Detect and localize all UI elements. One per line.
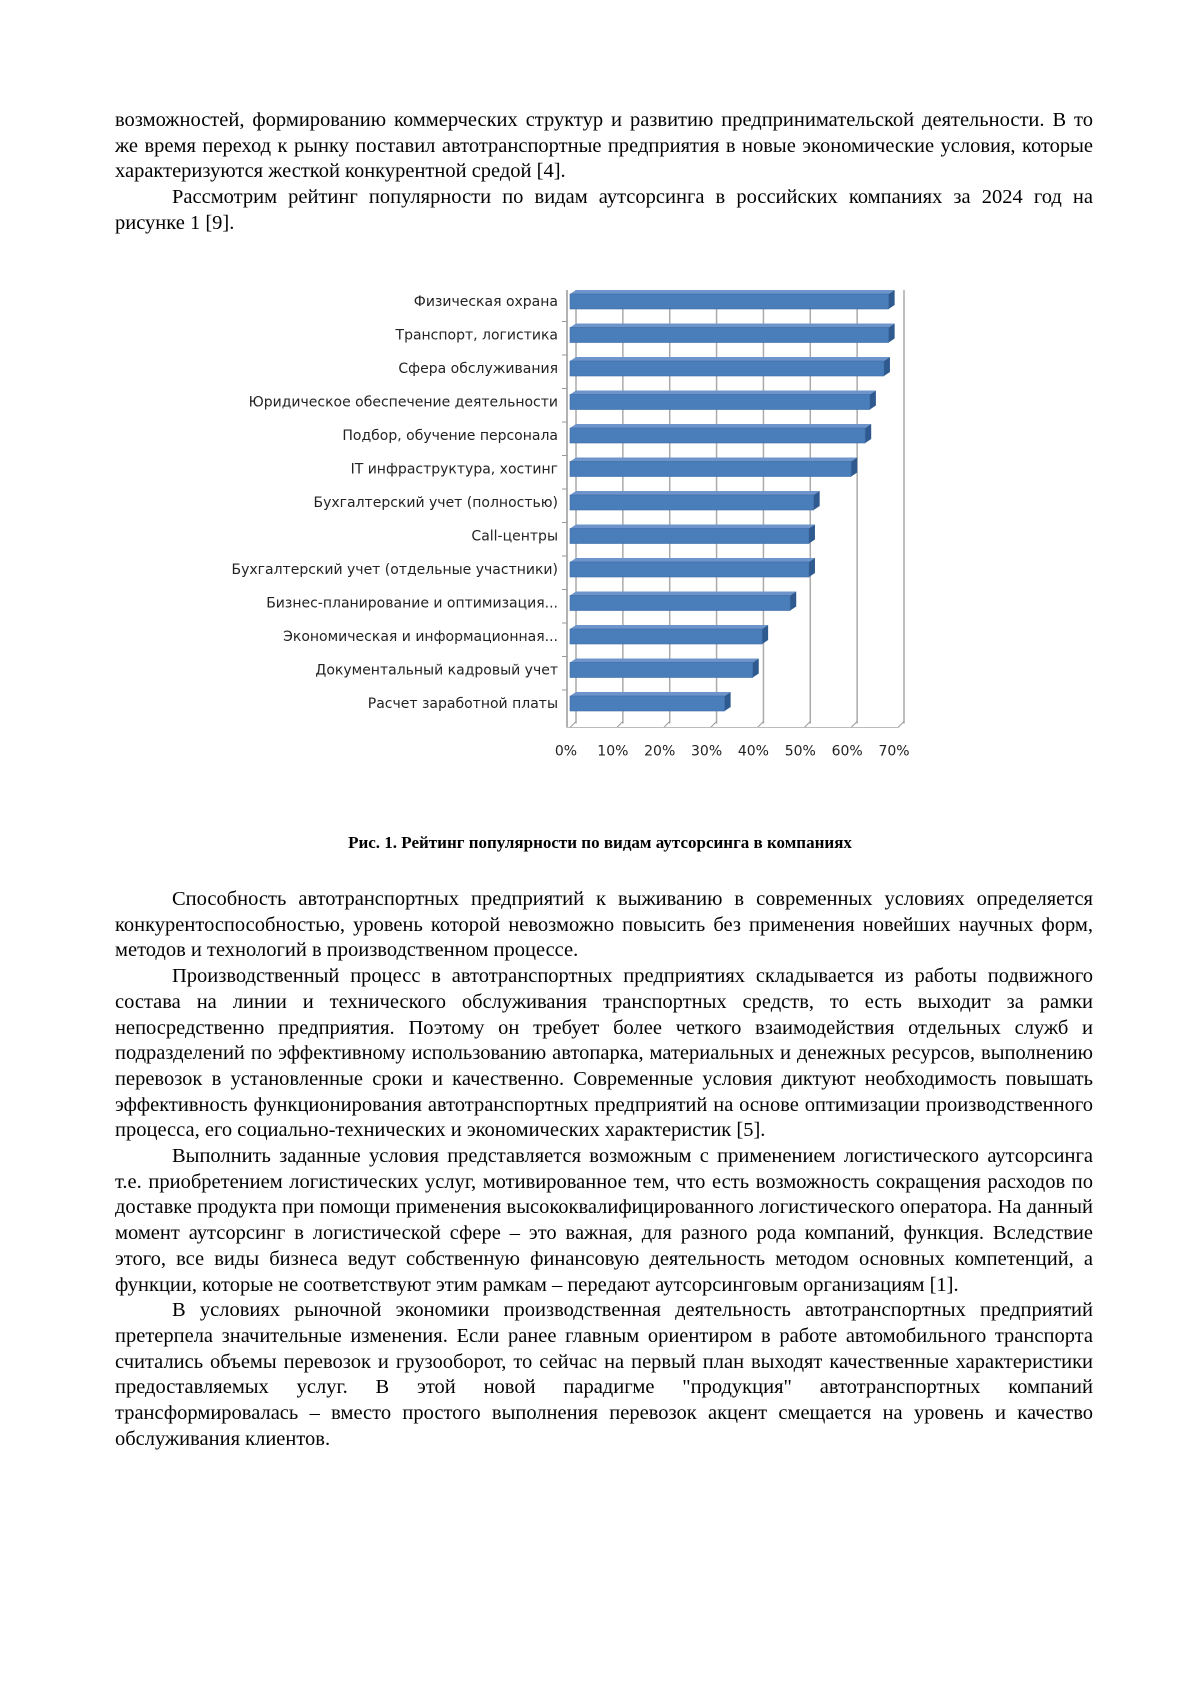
axis-tick — [617, 722, 623, 728]
category-label: Бухгалтерский учет (отдельные участники) — [232, 562, 559, 578]
text-block-bottom — [115, 887, 1093, 1452]
category-label: Бизнес-планирование и оптимизация... — [266, 596, 558, 612]
axis-tick — [757, 722, 763, 728]
axis-tick — [804, 722, 810, 728]
category-label: Бухгалтерский учет (полностью) — [314, 495, 559, 511]
axis-tick — [851, 722, 857, 728]
bar — [570, 328, 889, 343]
paragraph: Выполнить заданные условия представляется возможным с применением логистического аутсорсинга т.е. приобретением логистических услуг, мотивированное тем, что есть возможность сокращения расходов по доставке продукта при помощи применения высококвалифицированного логистического оператора. На данный момент аутсорсинг в логистической сфере – это важная, для разного рода компаний, функция. Вследствие этого, все виды бизнеса ведут собственную финансовую деятельность методом основных компетенций, а функции, которые не соответствуют этим рамкам – передают аутсорсинговым организациям [1]. — [115, 1144, 1093, 1298]
x-tick-label: 50% — [785, 744, 816, 760]
outsourcing-bar-chart — [230, 290, 930, 770]
bar-top — [570, 324, 895, 328]
x-tick-label: 40% — [738, 744, 769, 760]
category-label: IT инфраструктура, хостинг — [351, 462, 558, 478]
category-label: Документальный кадровый учет — [315, 663, 558, 679]
bar-top — [570, 692, 731, 696]
axis-tick — [664, 722, 670, 728]
bar-top — [570, 424, 871, 428]
bar-top — [570, 491, 820, 495]
bar-top — [570, 525, 815, 529]
bar — [570, 294, 889, 309]
category-label: Сфера обслуживания — [398, 361, 558, 377]
bar — [570, 629, 762, 644]
paragraph: возможностей, формированию коммерческих структур и развитию предпринимательской деятельности. В то же время переход к рынку поставил автотранспортные предприятия в новые экономические условия, которые характеризуются жесткой конкурентной средой [4]. — [115, 108, 1093, 185]
category-label: Подбор, обучение персонала — [342, 428, 558, 444]
bar-top — [570, 357, 890, 361]
axis-tick — [898, 722, 904, 728]
paragraph: В условиях рыночной экономики производственная деятельность автотранспортных предприятий претерпела значительные изменения. Если ранее главным ориентиром в работе автомобильного транспорта считались объемы перевозок и грузооборот, то сейчас на первый план выходят качественные характеристики предоставляемых услуг. В этой новой парадигме "продукция" автотранспортных компаний трансформировалась – вместо простого выполнения перевозок акцент смещается на уровень и качество обслуживания клиентов. — [115, 1298, 1093, 1452]
paragraph: Производственный процесс в автотранспортных предприятиях складывается из работы подвижного состава на линии и технического обслуживания транспортных средств, то есть выходит за рамки непосредственно предприятия. Поэтому он требует более четкого взаимодействия отдельных служб и подразделений по эффективному использованию автопарка, материальных и денежных ресурсов, выполнению перевозок в установленные сроки и качественно. Современные условия диктуют необходимость повышать эффективность функционирования автотранспортных предприятий на основе оптимизации производственного процесса, его социально-технических и экономических характеристик [5]. — [115, 964, 1093, 1144]
bar-top — [570, 558, 815, 562]
x-tick-label: 60% — [832, 744, 863, 760]
x-tick-label: 70% — [878, 744, 909, 760]
category-label: Физическая охрана — [414, 294, 558, 310]
bar — [570, 596, 790, 611]
bar — [570, 495, 814, 510]
bar-top — [570, 458, 857, 462]
bar-top — [570, 625, 768, 629]
paragraph: Рассмотрим рейтинг популярности по видам аутсорсинга в российских компаниях за 2024 год на рисунке 1 [9]. — [115, 185, 1093, 236]
axis-tick — [570, 722, 576, 728]
bar-top — [570, 391, 876, 395]
bar — [570, 663, 753, 678]
bar — [570, 462, 851, 477]
category-label: Расчет заработной платы — [368, 696, 558, 712]
category-label: Call-центры — [471, 529, 558, 545]
bar — [570, 361, 884, 376]
bar-top — [570, 290, 895, 294]
x-tick-label: 10% — [597, 744, 628, 760]
x-tick-label: 0% — [555, 744, 577, 760]
bar — [570, 529, 809, 544]
figure-caption: Рис. 1. Рейтинг популярности по видам аутсорсинга в компаниях — [0, 833, 1200, 853]
paragraph: Способность автотранспортных предприятий к выживанию в современных условиях определяется конкурентоспособностью, уровень которой невозможно повысить без применения новейших научных форм, методов и технологий в производственном процессе. — [115, 887, 1093, 964]
axis-tick — [711, 722, 717, 728]
bar-top — [570, 592, 796, 596]
bar-top — [570, 659, 759, 663]
category-label: Транспорт, логистика — [395, 328, 558, 344]
x-tick-label: 30% — [691, 744, 722, 760]
bar — [570, 428, 865, 443]
category-label: Экономическая и информационная... — [283, 629, 558, 645]
x-tick-label: 20% — [644, 744, 675, 760]
category-label: Юридическое обеспечение деятельности — [249, 395, 558, 411]
bar — [570, 395, 870, 410]
text-block-top — [115, 108, 1093, 237]
bar — [570, 562, 809, 577]
bar — [570, 696, 725, 711]
document-page — [0, 0, 1200, 1697]
